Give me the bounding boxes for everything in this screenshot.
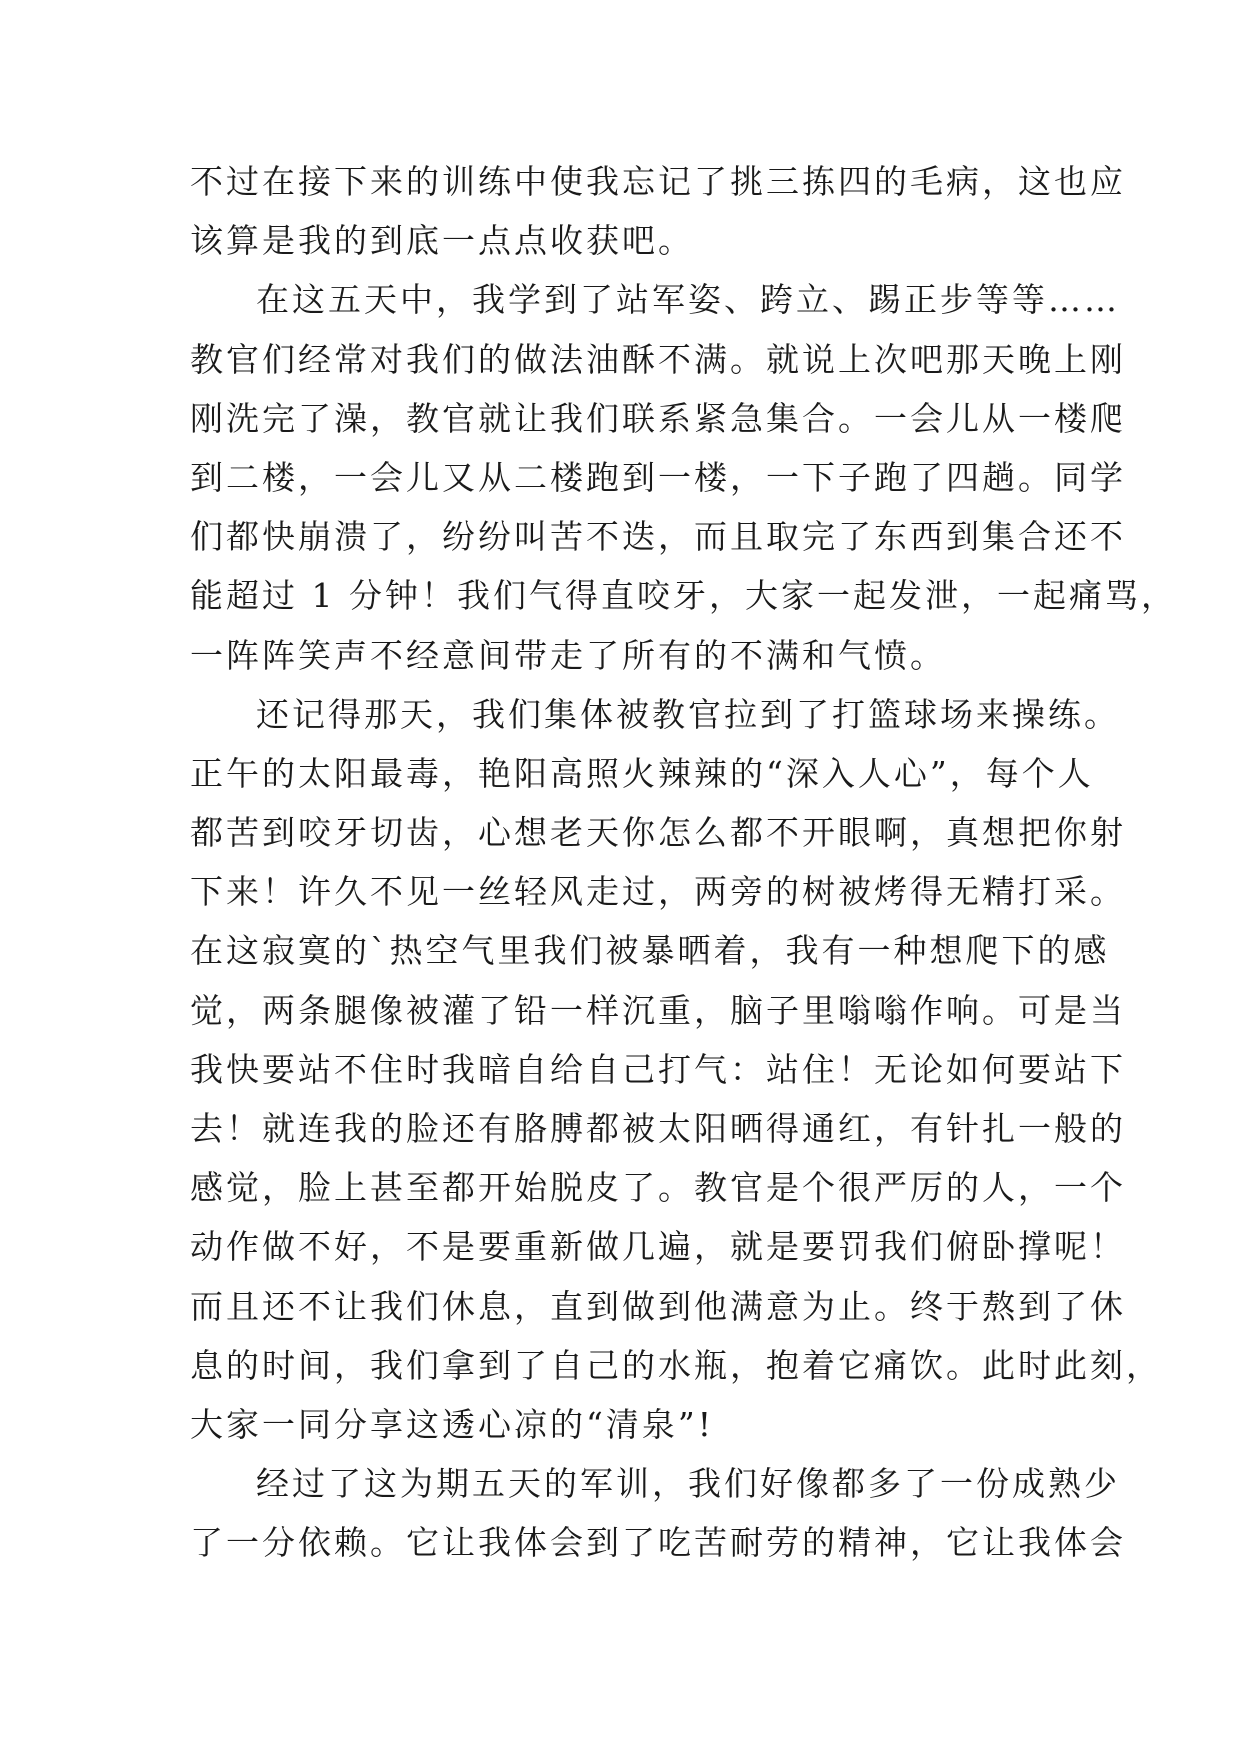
text-line: 去！就连我的脸还有胳膊都被太阳晒得通红，有针扎一般的 bbox=[190, 1109, 1126, 1148]
text-line: 大家一同分享这透心凉的“清泉”! bbox=[190, 1404, 715, 1444]
text-line: 觉，两条腿像被灌了铅一样沉重，脑子里嗡嗡作响。可是当 bbox=[190, 990, 1126, 1030]
text-line: 不过在接下来的训练中使我忘记了挑三拣四的毛病，这也应 bbox=[190, 162, 1126, 201]
text-line: 在这寂寞的`热空气里我们被暴晒着，我有一种想爬下的感 bbox=[190, 931, 1110, 971]
text-line: 动作做不好，不是要重新做几遍，就是要罚我们俯卧撑呢！ bbox=[190, 1227, 1126, 1267]
text-line: 刚洗完了澡，教官就让我们联系紧急集合。一会儿从一楼爬 bbox=[190, 398, 1126, 438]
text-line: 我快要站不住时我暗自给自己打气：站住！无论如何要站下 bbox=[190, 1049, 1126, 1089]
text-line: 感觉，脸上甚至都开始脱皮了。教官是个很严厉的人，一个 bbox=[190, 1168, 1126, 1208]
text-line: 一阵阵笑声不经意间带走了所有的不满和气愤。 bbox=[190, 635, 946, 675]
text-line: 教官们经常对我们的做法油酥不满。就说上次吧那天晚上刚 bbox=[190, 339, 1126, 379]
paragraph-start-line: 还记得那天，我们集体被教官拉到了打篮球场来操练。 bbox=[256, 694, 1120, 734]
text-line: 该算是我的到底一点点收获吧。 bbox=[190, 221, 694, 261]
paragraph-start-line: 经过了这为期五天的军训，我们好像都多了一份成熟少 bbox=[256, 1464, 1120, 1504]
text-line: 了一分依赖。它让我体会到了吃苦耐劳的精神，它让我体会 bbox=[190, 1523, 1126, 1563]
text-line: 正午的太阳最毒，艳阳高照火辣辣的“深入人心”，每个人 bbox=[190, 753, 1094, 793]
text-line: 息的时间，我们拿到了自己的水瓶，抱着它痛饮。此时此刻， bbox=[190, 1345, 1162, 1385]
text-line: 而且还不让我们休息，直到做到他满意为止。终于熬到了休 bbox=[190, 1286, 1126, 1326]
text-line: 到二楼，一会儿又从二楼跑到一楼，一下子跑了四趟。同学 bbox=[190, 457, 1126, 497]
text-line: 下来！许久不见一丝轻风走过，两旁的树被烤得无精打采。 bbox=[190, 872, 1126, 912]
text-line: 都苦到咬牙切齿，心想老天你怎么都不开眼啊，真想把你射 bbox=[190, 813, 1126, 853]
body-text bbox=[190, 152, 1177, 1573]
text-line: 们都快崩溃了，纷纷叫苦不迭，而且取完了东西到集合还不 bbox=[190, 517, 1126, 557]
text-line: 能超过 1 分钟！我们气得直咬牙，大家一起发泄，一起痛骂， bbox=[190, 576, 1177, 616]
paragraph-start-line: 在这五天中，我学到了站军姿、跨立、踢正步等等…… bbox=[256, 280, 1120, 320]
